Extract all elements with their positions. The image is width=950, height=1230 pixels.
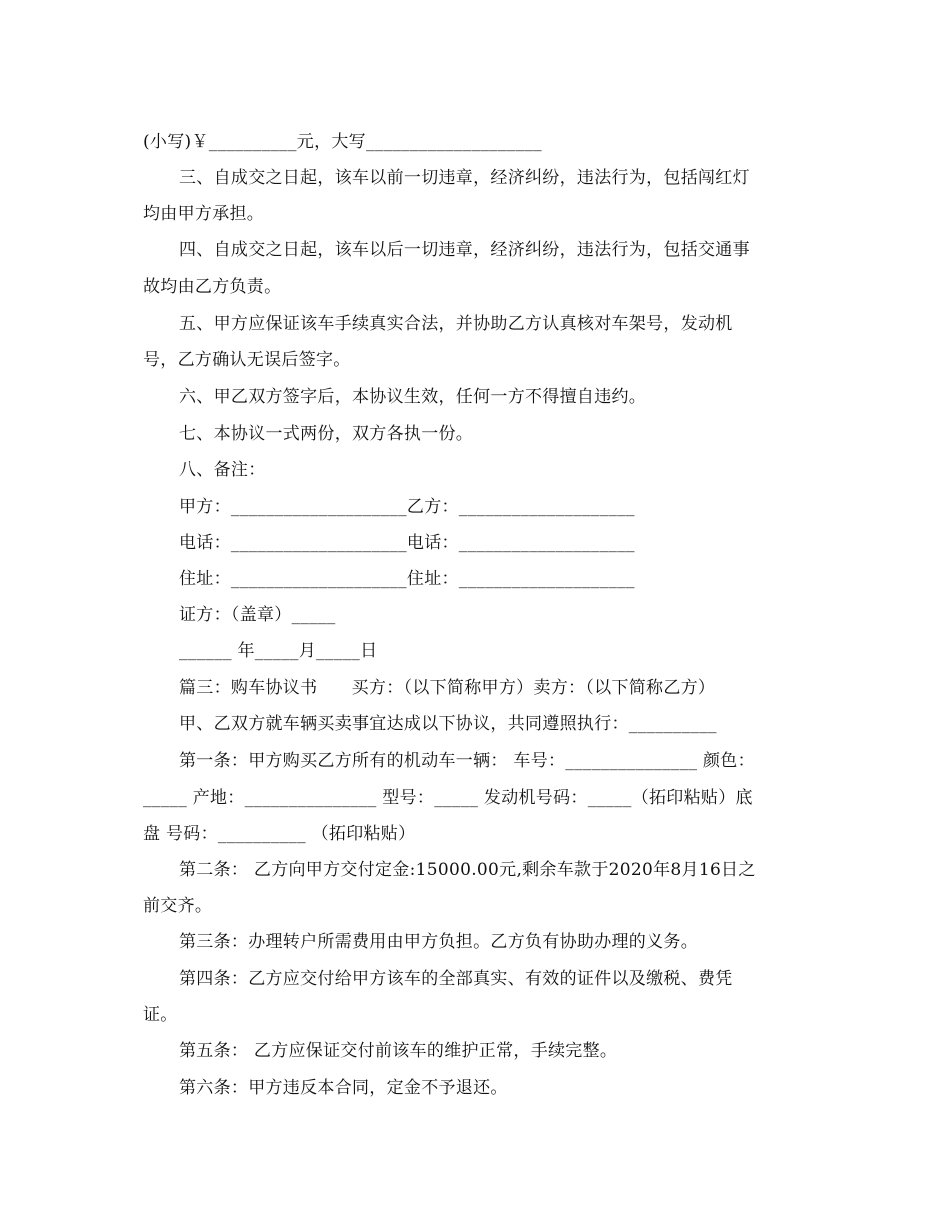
line-text: 号，乙方确认无误后签字。: [143, 350, 351, 370]
text-line: [179, 633, 859, 669]
text-line: [179, 306, 859, 342]
text-line: [143, 269, 823, 305]
text-line: [179, 743, 859, 779]
line-text: 三、自成交之日起，该车以前一切违章，经济纠纷，违法行为，包括闯红灯: [179, 168, 750, 188]
text-line: [179, 232, 859, 268]
text-line: [179, 416, 859, 452]
text-line: [143, 888, 823, 924]
line-text: 六、甲乙双方签字后，本协议生效，任何一方不得擅自违约。: [179, 387, 647, 407]
text-line: [179, 706, 859, 742]
line-text: _____ 产地：_______________ 型号：_____ 发动机号码：_____（拓印粘贴）底: [143, 788, 753, 808]
text-line: [143, 124, 823, 160]
text-line: [179, 489, 859, 525]
line-text: 第一条：甲方购买乙方所有的机动车一辆： 车号：_______________ 颜色：: [179, 751, 755, 771]
line-text: 第五条： 乙方应保证交付前该车的维护正常，手续完整。: [179, 1041, 618, 1061]
text-line: [143, 780, 823, 816]
text-line: [143, 816, 823, 852]
line-text: 前交齐。: [143, 896, 213, 916]
line-text: 第六条：甲方违反本合同，定金不予退还。: [179, 1078, 508, 1098]
text-line: [143, 997, 823, 1033]
text-line: [179, 852, 859, 888]
line-text: (小写)￥__________元，大写____________________: [143, 132, 542, 152]
line-text: 盘 号码：__________ （拓印粘贴）: [143, 824, 416, 844]
line-text: 均由甲方承担。: [143, 204, 265, 224]
text-line: [179, 1033, 859, 1069]
line-text: 篇三：购车协议书 买方：（以下简称甲方）卖方：（以下简称乙方）: [179, 678, 716, 698]
line-text: 五、甲方应保证该车手续真实合法，并协助乙方认真核对车架号，发动机: [179, 314, 733, 334]
line-text: 第四条：乙方应交付给甲方该车的全部真实、有效的证件以及缴税、费凭: [179, 969, 733, 989]
line-text: 证。: [143, 1005, 178, 1025]
line-text: 七、本协议一式两份，双方各执一份。: [179, 424, 474, 444]
line-text: 第二条： 乙方向甲方交付定金:15000.00元,剩余车款于2020年8月16日之: [179, 860, 756, 880]
text-line: [179, 379, 859, 415]
text-line: [179, 961, 859, 997]
text-line: [179, 1070, 859, 1106]
line-text: 证方：（盖章）_____: [179, 605, 336, 625]
line-text: 电话：____________________电话：____________________: [179, 533, 635, 553]
text-line: [179, 561, 859, 597]
line-text: 故均由乙方负责。: [143, 277, 282, 297]
text-line: [143, 196, 823, 232]
text-line: [179, 924, 859, 960]
text-line: [179, 525, 859, 561]
line-text: ______ 年_____月_____日: [179, 641, 378, 661]
text-line: [179, 160, 859, 196]
line-text: 住址：____________________住址：____________________: [179, 569, 635, 589]
line-text: 甲方：____________________乙方：____________________: [179, 497, 635, 517]
text-line: [179, 670, 859, 706]
line-text: 第三条：办理转户所需费用由甲方负担。乙方负有协助办理的义务。: [179, 932, 698, 952]
line-text: 四、自成交之日起，该车以后一切违章，经济纠纷，违法行为，包括交通事: [179, 240, 750, 260]
text-line: [143, 342, 823, 378]
text-line: [179, 597, 859, 633]
line-text: 甲、乙双方就车辆买卖事宜达成以下协议，共同遵照执行：__________: [179, 714, 717, 734]
line-text: 八、备注：: [179, 460, 266, 480]
text-line: [179, 452, 859, 488]
